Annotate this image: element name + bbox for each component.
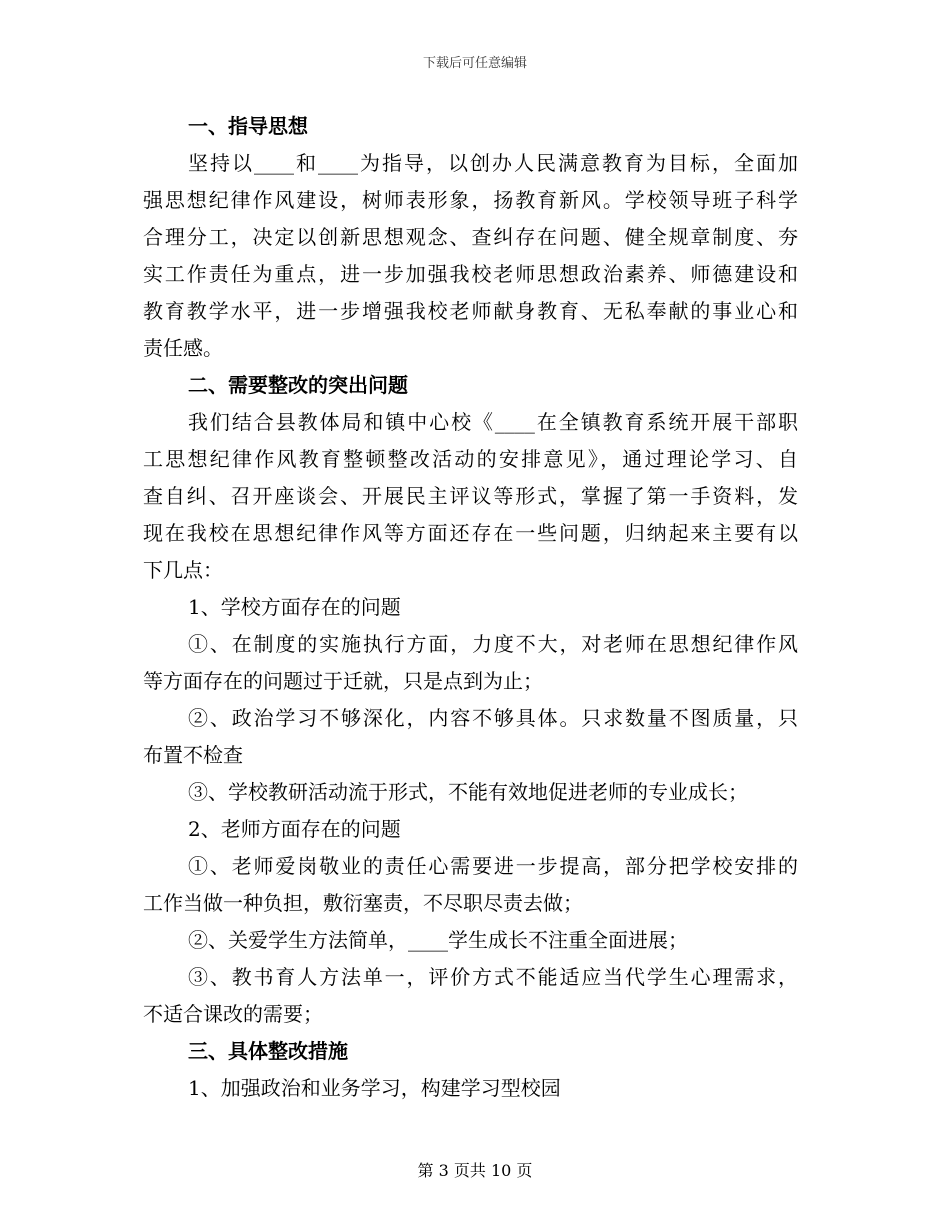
paragraph-line: 坚持以____和____为指导，以创办人民满意教育为目标，全面加 bbox=[188, 151, 798, 175]
paragraph-line: 我们结合县教体局和镇中心校《____在全镇教育系统开展干部职 bbox=[188, 410, 798, 434]
section-heading: 三、具体整改措施 bbox=[188, 1039, 348, 1063]
paragraph-line: 1、加强政治和业务学习，构建学习型校园 bbox=[188, 1076, 561, 1100]
paragraph-line: 教育教学水平，进一步增强我校老师献身教育、无私奉献的事业心和 bbox=[143, 299, 798, 323]
paragraph-line: ②、政治学习不够深化，内容不够具体。只求数量不图质量，只 bbox=[188, 706, 798, 730]
page-header-note: 下载后可任意编辑 bbox=[422, 56, 527, 71]
paragraph-line: 责任感。 bbox=[143, 336, 223, 360]
paragraph-line: 合理分工，决定以创新思想观念、查纠存在问题、健全规章制度、夯 bbox=[143, 225, 798, 249]
section-heading: 一、指导思想 bbox=[188, 114, 308, 138]
paragraph-line: 下几点： bbox=[143, 558, 223, 582]
paragraph-line: ③、教书育人方法单一，评价方式不能适应当代学生心理需求， bbox=[188, 965, 798, 989]
paragraph-line: 现在我校在思想纪律作风等方面还存在一些问题，归纳起来主要有以 bbox=[143, 521, 798, 545]
paragraph-line: 不适合课改的需要； bbox=[143, 1002, 323, 1026]
paragraph-line: 查自纠、召开座谈会、开展民主评议等形式，掌握了第一手资料，发 bbox=[143, 484, 798, 508]
page-number-footer: 第 3 页共 10 页 bbox=[417, 1161, 533, 1180]
paragraph-line: 布置不检查 bbox=[143, 743, 243, 767]
paragraph-line: ①、老师爱岗敬业的责任心需要进一步提高，部分把学校安排的 bbox=[188, 854, 798, 878]
paragraph-line: ①、在制度的实施执行方面，力度不大，对老师在思想纪律作风 bbox=[188, 632, 798, 656]
paragraph-line: 工作当做一种负担，敷衍塞责，不尽职尽责去做； bbox=[143, 891, 583, 915]
paragraph-line: ③、学校教研活动流于形式，不能有效地促进老师的专业成长； bbox=[188, 780, 748, 804]
paragraph-line: 等方面存在的问题过于迁就，只是点到为止； bbox=[143, 669, 543, 693]
paragraph-line: 强思想纪律作风建设，树师表形象，扬教育新风。学校领导班子科学 bbox=[143, 188, 798, 212]
paragraph-line: 工思想纪律作风教育整顿整改活动的安排意见》，通过理论学习、自 bbox=[143, 447, 798, 471]
document-body bbox=[143, 108, 798, 1107]
paragraph-line: 实工作责任为重点，进一步加强我校老师思想政治素养、师德建设和 bbox=[143, 262, 798, 286]
paragraph-line: ②、关爱学生方法简单，____学生成长不注重全面进展； bbox=[188, 928, 688, 952]
paragraph-line: 2、老师方面存在的问题 bbox=[188, 817, 401, 841]
section-heading: 二、需要整改的突出问题 bbox=[188, 373, 408, 397]
paragraph-line: 1、学校方面存在的问题 bbox=[188, 595, 401, 619]
